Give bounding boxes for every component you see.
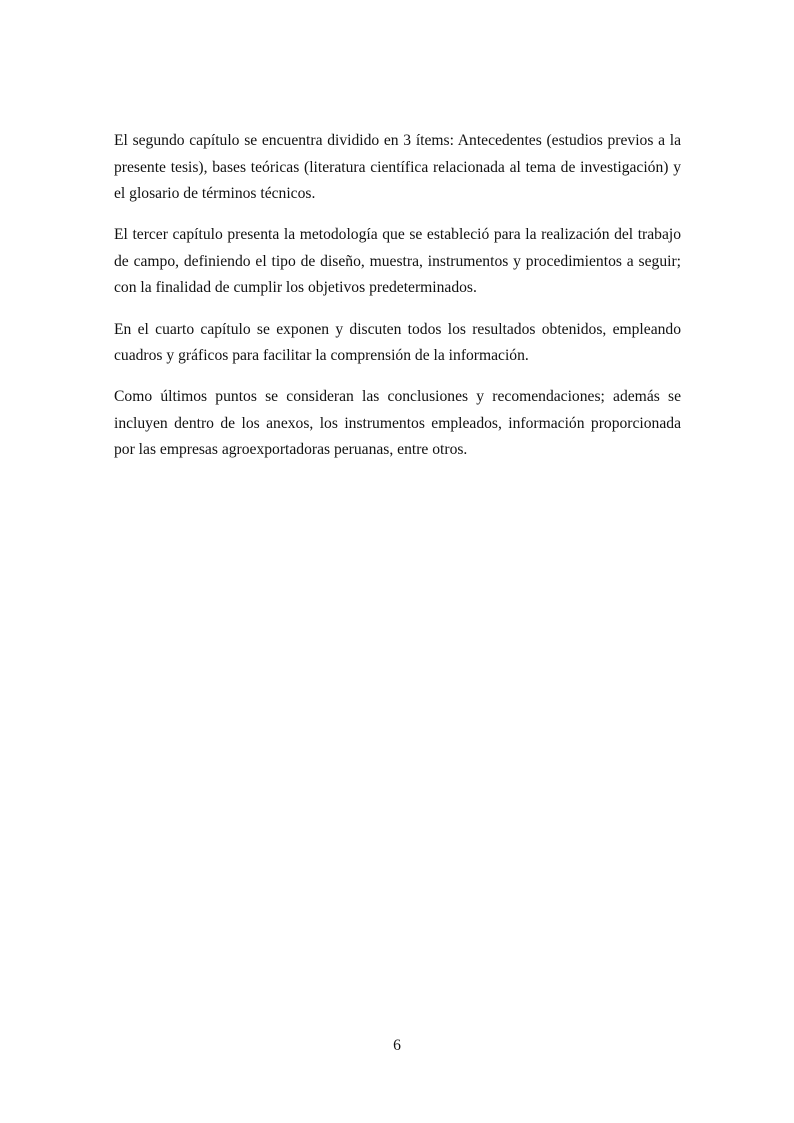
paragraph-chapter-three: El tercer capítulo presenta la metodología que se estableció para la realización del trabajo de campo, definiendo el tipo de diseño, muestra, instrumentos y procedimientos a seguir; con la finalidad de cumplir los objetivos predeterminados.	[114, 226, 681, 297]
page-number: 6	[393, 1037, 401, 1054]
paragraph-chapter-four: En el cuarto capítulo se exponen y discuten todos los resultados obtenidos, empleando cuadros y gráficos para facilitar la comprensión de la información.	[114, 320, 681, 365]
body-text	[114, 128, 681, 479]
paragraph-chapter-two: El segundo capítulo se encuentra dividido en 3 ítems: Antecedentes (estudios previos a la presente tesis), bases teóricas (literatura científica relacionada al tema de investigación) y el glosario de términos técnicos.	[114, 132, 681, 203]
paragraph-final-points: Como últimos puntos se consideran las conclusiones y recomendaciones; además se incluyen dentro de los anexos, los instrumentos empleados, información proporcionada por las empresas agroexportadoras peruanas, entre otros.	[114, 388, 681, 459]
